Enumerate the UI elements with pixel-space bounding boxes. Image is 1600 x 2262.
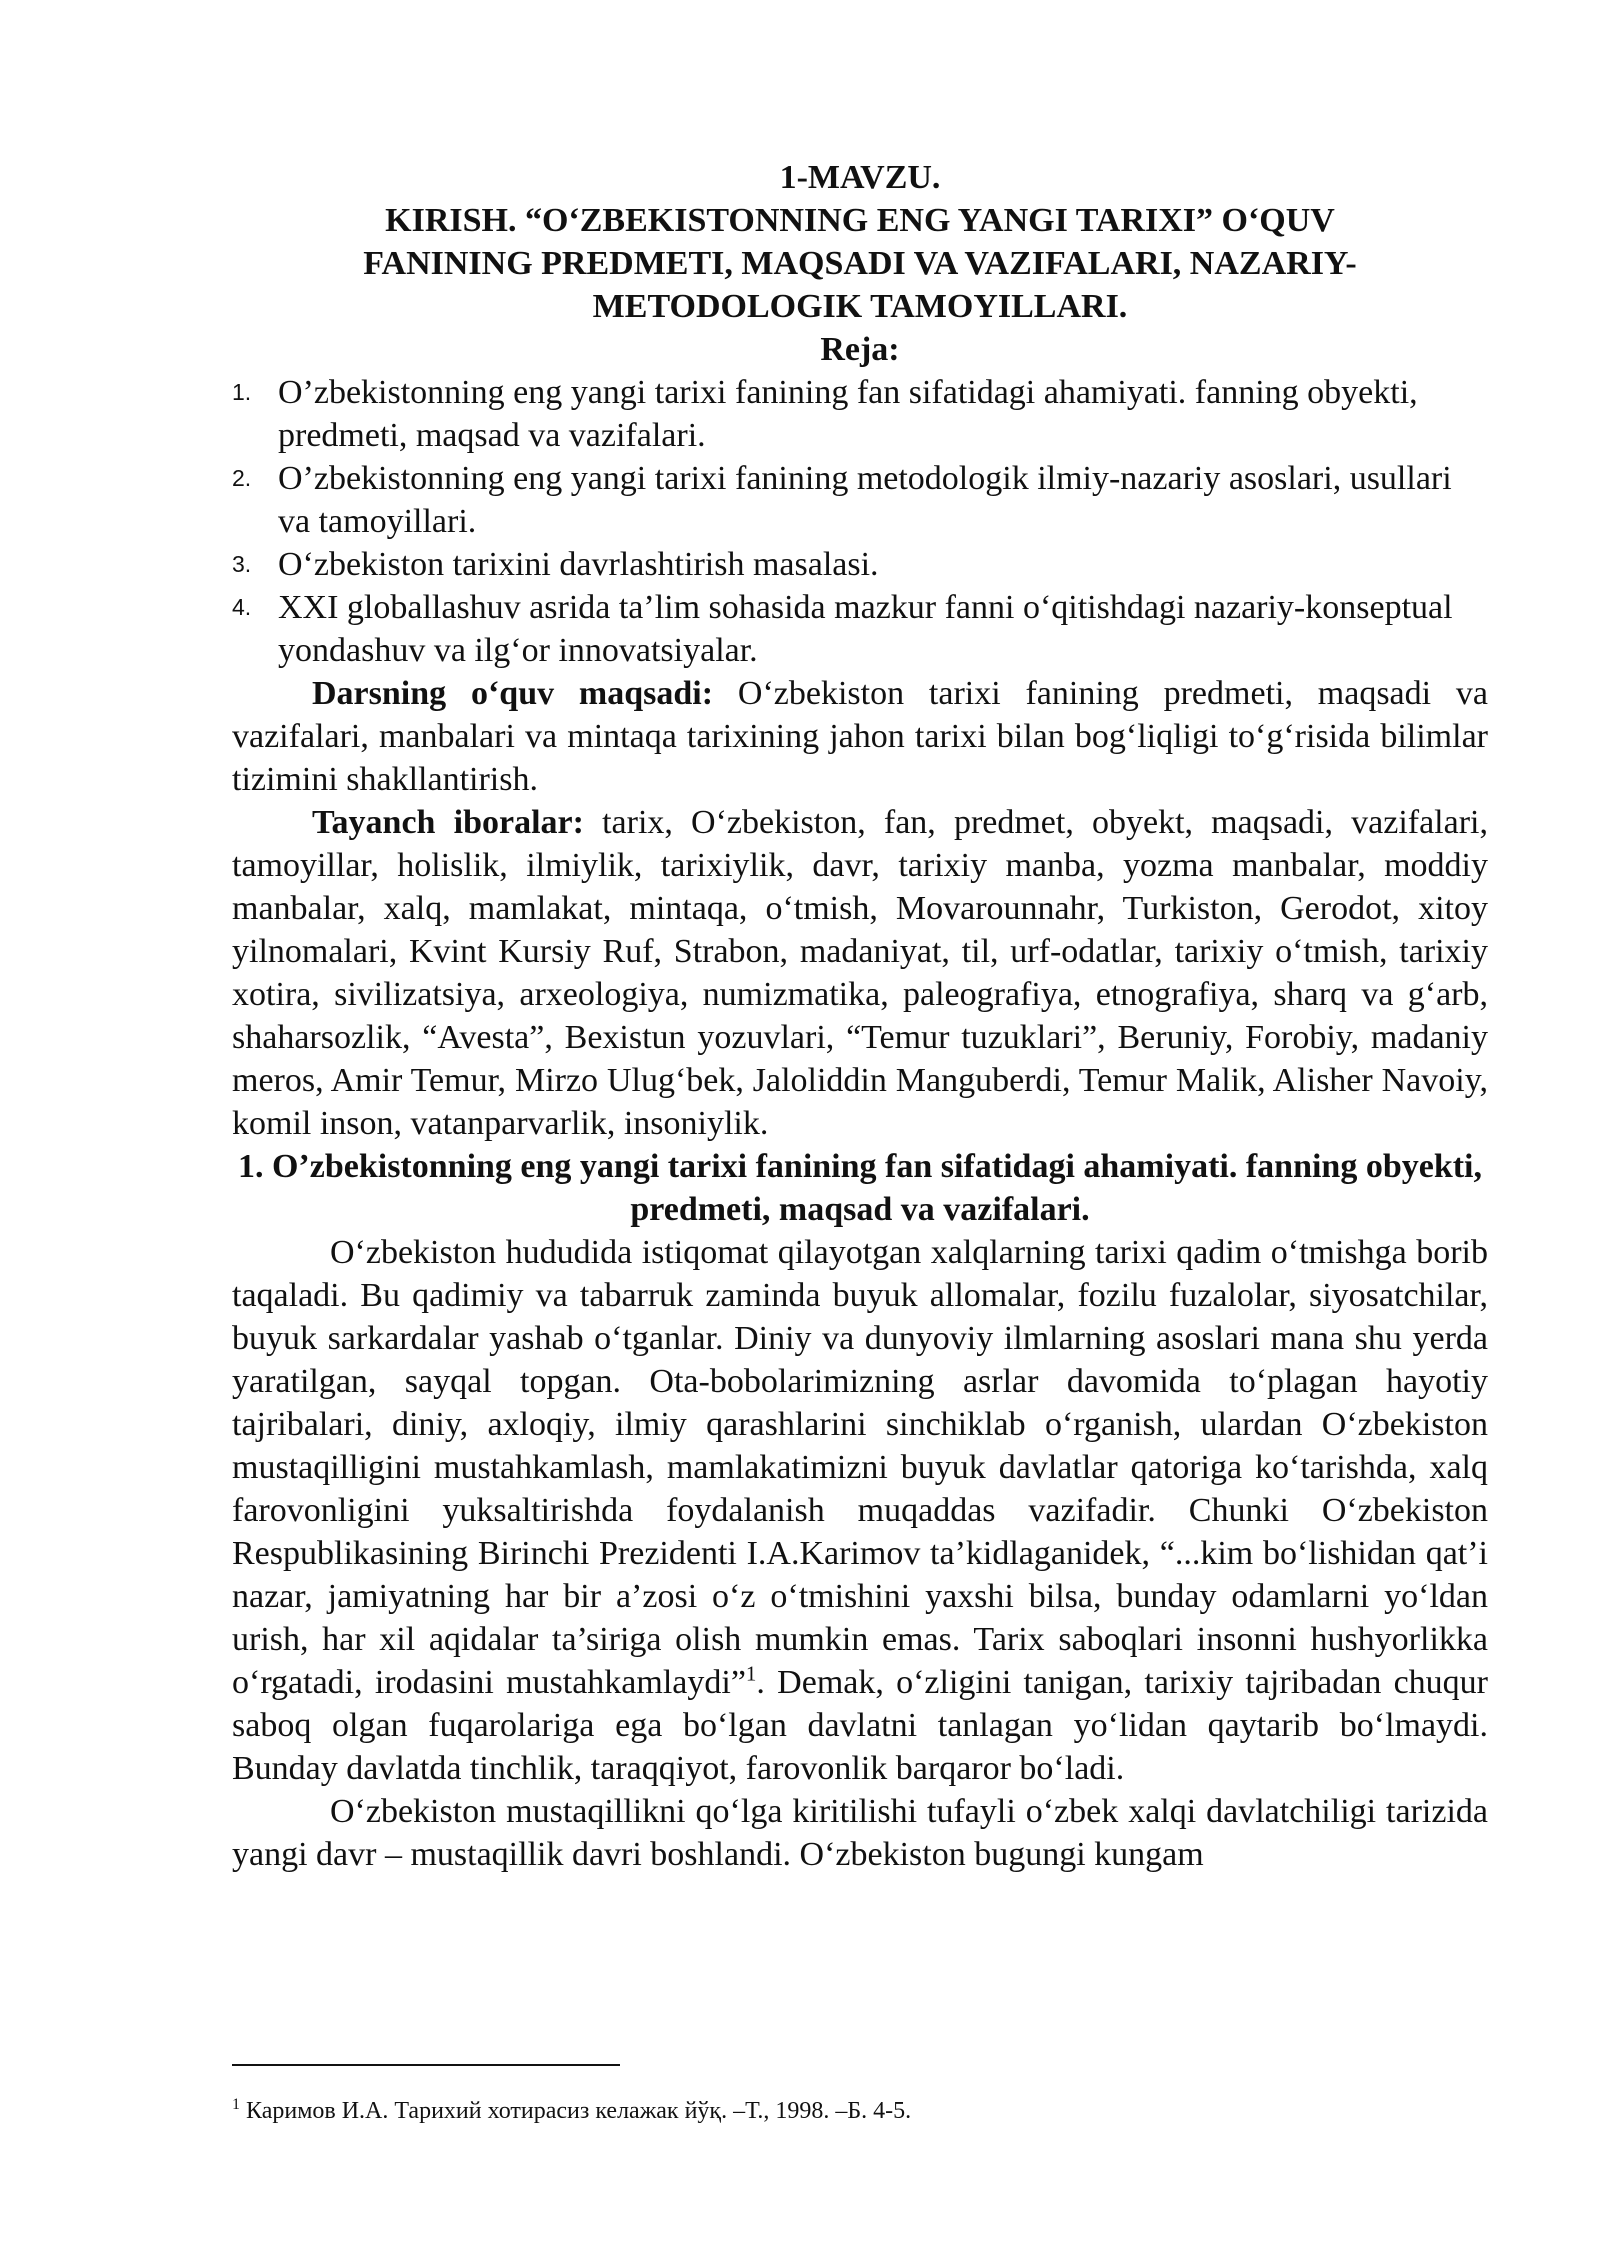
topic-number: 1-MAVZU. [779,159,941,196]
keywords-paragraph [232,801,1488,1145]
body-paragraph-1-text: O‘zbekiston hududida istiqomat qilayotgan xalqlarning tarixi qadim o‘tmishga borib taqaladi. Bu qadimiy va tabarruk zaminda buyuk allomalar, fozilu fuzalolar, siyosatchilar, buyuk sarkardalar yashab o‘tganlar. Diniy va dunyoviy ilmlarning asoslari mana shu yerda yaratilgan, sayqal topgan. Ota-bobolarimizning asrlar davomida to‘plagan hayotiy tajribalari, diniy, axloqiy, ilmiy qarashlarini sinchiklab o‘rganish, ulardan O‘zbekiston mustaqilligini mustahkamlash, mamlakatimizni buyuk davlatlar qatoriga ko‘tarishda, xalq farovonligini yuksaltirishda foydalanish muqaddas vazifadir. Chunki O‘zbekiston Respublikasining Birinchi Prezidenti I.A.Karimov ta’kidlaganidek, “...kim bo‘lishidan qat’i nazar, jamiyatning har bir a’zosi o‘z o‘tmishini yaxshi bilsa, bunday odamlarni yo‘ldan urish, har xil aqidalar ta’siriga olish mumkin emas. Tarix saboqlari insonni hushyorlikka o‘rgatadi, irodasini mustahkamlaydi” [232,1234,1488,1701]
footnote-text: Каримов И.А. Тарихий хотирасиз келажак йўқ. –Т., 1998. –Б. 4-5. [246,2098,912,2124]
plan-item [232,457,1488,543]
lesson-goal-paragraph [232,672,1488,801]
topic-title-line-3: METODOLOGIK TAMOYILLARI. [592,288,1128,325]
plan-title: Reja: [820,331,900,368]
topic-title-line-2: FANINING PREDMETI, MAQSADI VA VAZIFALARI, NAZARIY- [363,245,1357,282]
section-1-heading: 1. O’zbekistonning eng yangi tarixi fanining fan sifatidagi ahamiyati. fanning obyekti, predmeti, maqsad va vazifalari. [237,1148,1483,1228]
footnote-mark: 1 [232,2096,240,2113]
plan-item-text: O’zbekistonning eng yangi tarixi fanining fan sifatidagi ahamiyati. fanning obyekti, predmeti, maqsad va vazifalari. [278,374,1418,454]
lesson-goal-text: O‘zbekiston tarixi fanining predmeti, maqsadi va vazifalari, manbalari va mintaqa tarixining jahon tarixi bilan bog‘liqligi to‘g‘risida bilimlar tizimini shakllantirish. [232,675,1489,798]
topic-heading [232,156,1488,328]
body-paragraph-1-continuation: . Demak, o‘zligini tanigan, tarixiy tajribadan chuqur saboq olgan fuqarolariga ega bo‘lgan davlatni tanlagan yo‘lidan qaytarib bo‘lmaydi. Bunday davlatda tinchlik, taraqqiyot, farovonlik barqaror bo‘ladi. [232,1664,1488,1787]
body-paragraph-1 [232,1231,1488,1790]
plan-item-text: O‘zbekiston tarixini davrlashtirish masalasi. [278,546,879,583]
plan-item-text: O’zbekistonning eng yangi tarixi fanining metodologik ilmiy-nazariy asoslari, usullari va tamoyillari. [278,460,1452,540]
plan-item-number: 1. [232,379,252,405]
plan-item-number: 2. [232,465,252,491]
keywords-text: tarix, O‘zbekiston, fan, predmet, obyekt, maqsadi, vazifalari, tamoyillar, holislik, ilmiylik, tarixiylik, davr, tarixiy manba, yozma manbalar, moddiy manbalar, xalq, mamlakat, mintaqa, o‘tmish, Movarounnahr, Turkiston, Gerodot, xitoy yilnomalari, Kvint Kursiy Ruf, Strabon, madaniyat, til, urf-odatlar, tarixiy o‘tmish, tarixiy xotira, sivilizatsiya, arxeologiya, numizmatika, paleografiya, etnografiya, sharq va g‘arb, shaharsozlik, “Avesta”, Bexistun yozuvlari, “Temur tuzuklari”, Beruniy, Forobiy, madaniy meros, Amir Temur, Mirzo Ulug‘bek, Jaloliddin Manguberdi, Temur Malik, Alisher Navoiy, komil inson, vatanparvarlik, insoniylik. [232,804,1488,1142]
topic-title-line-1: KIRISH. “O‘ZBEKISTONNING ENG YANGI TARIXI” O‘QUV [385,202,1335,239]
plan-item-number: 4. [232,594,252,620]
plan-item-number: 3. [232,551,252,577]
plan-item [232,371,1488,457]
plan-item-text: XXI globallashuv asrida ta’lim sohasida mazkur fanni o‘qitishdagi nazariy-konseptual yondashuv va ilg‘or innovatsiyalar. [278,589,1453,669]
lesson-goal-label: Darsning o‘quv maqsadi: [312,675,714,712]
keywords-label: Tayanch iboralar: [312,804,584,841]
body-paragraph-2: O‘zbekiston mustaqillikni qo‘lga kiritilishi tufayli o‘zbek xalqi davlatchiligi tarizida yangi davr – mustaqillik davri boshlandi. O‘zbekiston bugungi kungam [232,1793,1488,1873]
footnote [232,2096,1488,2126]
plan-list [232,371,1488,672]
plan-item [232,543,1488,586]
footnote-separator [232,2064,620,2066]
footnote-reference[interactable]: 1 [745,1661,757,1686]
plan-item [232,586,1488,672]
document-page [232,156,1488,1876]
